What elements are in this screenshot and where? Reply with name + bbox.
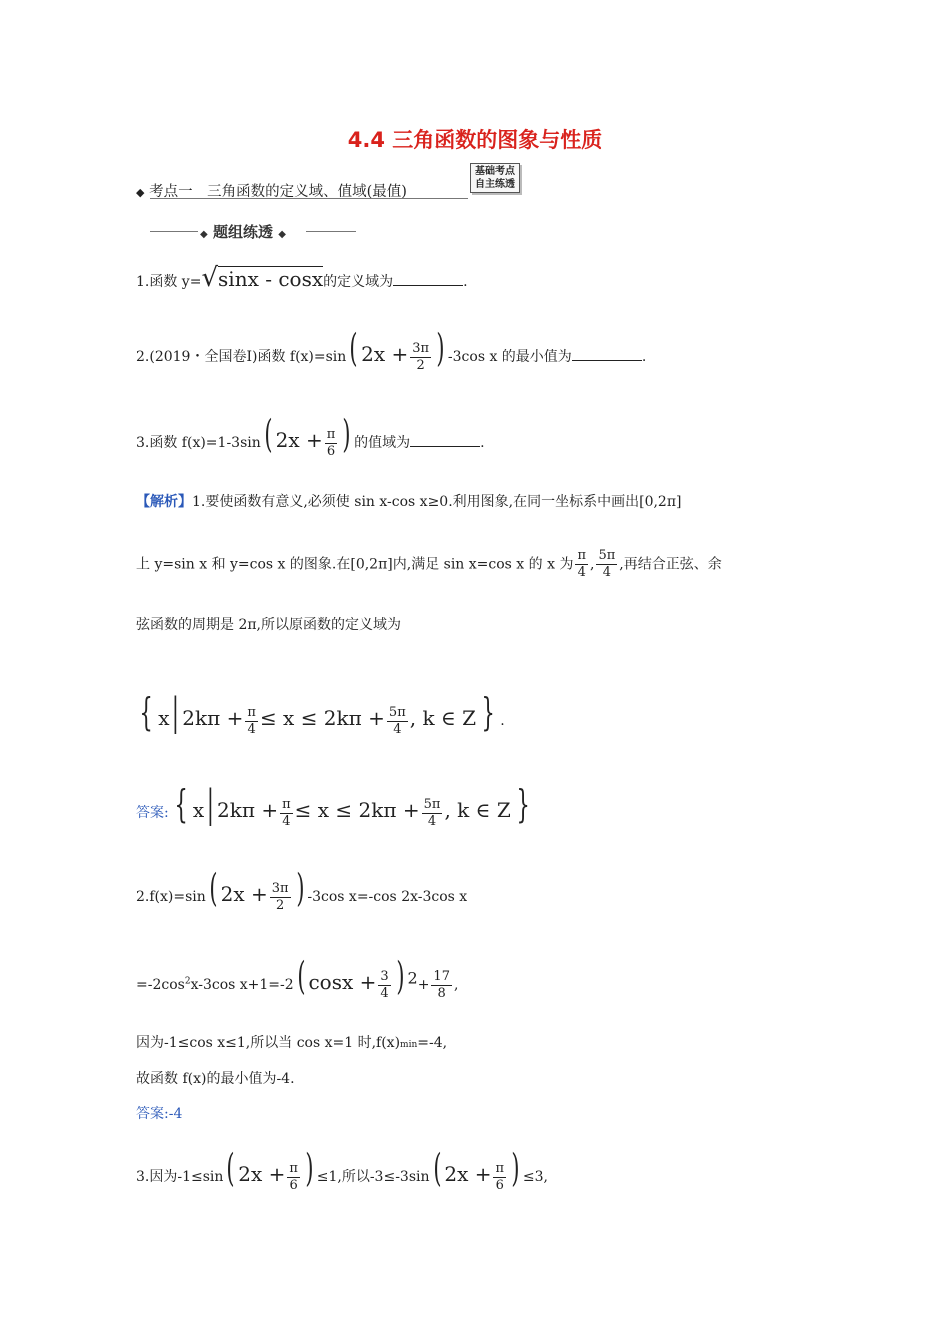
- diamond-icon: ◆: [136, 186, 145, 199]
- group-line-right: [306, 231, 356, 232]
- set-part-c: ≤ x ≤ 2kπ +: [259, 706, 385, 730]
- solution-3-inner: 2x +: [238, 1162, 286, 1186]
- solution-2-suffix: -3cos x=-cos 2x-3cos x: [307, 889, 468, 905]
- solution-2-prefix: 2.f(x)=sin: [136, 889, 206, 905]
- paren-open: (: [264, 412, 273, 456]
- answer-blank-1: [393, 273, 463, 286]
- group-line-left: [150, 231, 198, 232]
- set-part-d: , k ∈ Z: [444, 798, 511, 822]
- solution-1-line-1: [136, 491, 682, 511]
- solution-2-line2-prefix: =-2cos: [136, 977, 185, 993]
- fraction-5pi-4: [596, 548, 617, 581]
- section-heading-text: 考点一 三角函数的定义域、值域(最值): [149, 184, 407, 200]
- group-title-text: 题组练透: [212, 223, 273, 241]
- frac-den: 4: [602, 565, 611, 580]
- page-title: 4.4 三角函数的图象与性质: [347, 128, 603, 152]
- exponent: 2: [407, 968, 418, 988]
- set-bar: |: [172, 690, 180, 734]
- problem-3-suffix: 的值域为: [354, 435, 411, 451]
- sqrt-sign: √: [201, 263, 219, 293]
- paren-close: ): [305, 1146, 314, 1190]
- solution-2-line-4: 故函数 f(x)的最小值为-4.: [136, 1071, 295, 1087]
- group-title: [200, 221, 286, 242]
- paren-open: (: [296, 954, 306, 998]
- frac-num: π: [289, 1160, 298, 1176]
- solution-2-line3b: =-4,: [417, 1035, 448, 1051]
- set-fraction-2: [422, 797, 443, 830]
- set-part-c: ≤ x ≤ 2kπ +: [294, 798, 420, 822]
- answer-2: 答案:-4: [136, 1106, 183, 1122]
- solution-1-text-2b: ,再结合正弦、余: [619, 556, 722, 573]
- problem-2-prefix: 2.(2019・全国卷Ⅰ)函数 f(x)=sin: [136, 349, 347, 365]
- brace-open: {: [139, 690, 153, 734]
- paren-open: (: [209, 866, 218, 910]
- solution-2-line3a: 因为-1≤cos x≤1,所以当 cos x=1 时,f(x): [136, 1035, 401, 1051]
- set-part-b: 2kπ +: [182, 706, 244, 730]
- frac-num: 5π: [423, 796, 441, 812]
- solution-1-text-1: 1.要使函数有意义,必须使 sin x-cos x≥0.利用图象,在同一坐标系中画出[0,2π]: [192, 494, 682, 510]
- answer-label: 答案:: [136, 805, 169, 821]
- set-part-d: , k ∈ Z: [409, 706, 476, 730]
- frac-den: 2: [276, 897, 285, 913]
- problem-3-prefix: 3.函数 f(x)=1-3sin: [136, 435, 261, 451]
- frac-den: 4: [427, 813, 437, 829]
- set-var: x: [192, 798, 205, 822]
- frac-num: 3π: [412, 340, 430, 356]
- solution-1-line-2: 上 y=sin x 和 y=cos x 的图象.在[0,2π]内,满足 sin x=cos x 的 x 为 $\frac{\pi}{4}$ , $\frac{5\pi}{4}$ ,再结合正弦、余: [136, 548, 722, 580]
- paren-open: (: [432, 1146, 442, 1190]
- diamond-right-icon: ◆: [278, 229, 286, 240]
- domain-set-expression: { x| 2kπ + $\frac{\pi}{4}$ ≤ x ≤ 2kπ + $\frac{5\pi}{4}$ , k ∈ Z } .: [139, 690, 505, 737]
- frac-den: 4: [577, 565, 586, 580]
- frac-den: 4: [393, 721, 402, 737]
- paren-close: ): [396, 954, 405, 998]
- frac-den: 4: [282, 813, 291, 829]
- subscript-min: min: [400, 1040, 418, 1050]
- frac-num: 3: [380, 968, 389, 984]
- solution-3: [136, 1146, 548, 1194]
- answer-1: [136, 782, 535, 830]
- problem-2-inner: 2x +: [361, 342, 409, 366]
- badge-line-1: 基础考点: [475, 166, 515, 177]
- solution-1-line-3: 弦函数的周期是 2π,所以原函数的定义域为: [136, 617, 402, 633]
- problem-1-suffix: 的定义域为: [323, 274, 394, 290]
- solution-3-mid: ≤1,所以-3≤-3sin: [316, 1169, 430, 1185]
- solution-3-prefix: 3.因为-1≤sin: [136, 1169, 224, 1185]
- solution-tag: 【解析】: [136, 494, 192, 510]
- solution-1-text-2a: 上 y=sin x 和 y=cos x 的图象.在[0,2π]内,满足 sin x=cos x 的 x 为: [136, 556, 574, 573]
- badge-line-2: 自主练透: [475, 179, 515, 190]
- frac-num: 3π: [271, 880, 289, 896]
- frac-den: 8: [437, 985, 446, 1001]
- frac-den: 2: [416, 357, 425, 373]
- solution-2-line2-mid: x-3cos x+1=-2: [190, 977, 294, 993]
- plus-sign: +: [417, 977, 430, 993]
- solution-3-inner-2: 2x +: [444, 1162, 492, 1186]
- problem-1: 1.函数 y=√sinx - cosx的定义域为 .: [136, 263, 468, 293]
- section-underline: [150, 198, 468, 199]
- solution-2-line-2: $=-2\cos^2x-3\cos$ x+1=-2( cosx + $\frac{3}{4}$ ) 2+ $\frac{17}{8}$ ,: [136, 954, 459, 1001]
- problem-1-prefix: 1.函数 y=: [136, 274, 202, 290]
- fraction-17-8: [431, 969, 452, 1002]
- problem-2: 2.(2019・全国卷Ⅰ)函数 f(x)=sin( 2x + $\frac{3\pi}{2}$ ) -3cos x 的最小值为 .: [136, 326, 647, 373]
- frac-den: 4: [380, 985, 389, 1001]
- brace-close: }: [516, 782, 530, 826]
- paren-close: ): [511, 1146, 520, 1190]
- solution-2-inner: 2x +: [220, 882, 268, 906]
- problem-3-fraction: [325, 427, 338, 460]
- set-fraction-1: [245, 705, 258, 738]
- diamond-left-icon: ◆: [200, 229, 208, 240]
- solution-2-line-3: [136, 1032, 447, 1052]
- paren-close: ): [436, 326, 445, 370]
- solution-2-fraction: [270, 881, 291, 914]
- fraction-3-4: [378, 969, 390, 1002]
- superscript: 2: [184, 976, 191, 987]
- frac-num: π: [247, 704, 256, 720]
- problem-2-fraction: [410, 341, 431, 374]
- answer-blank-3: [410, 434, 480, 447]
- set-bar: |: [207, 782, 215, 826]
- set-var: x: [158, 706, 170, 730]
- solution-3-fraction-2: [493, 1161, 506, 1194]
- brace-open: {: [174, 782, 188, 826]
- set-fraction-2: [387, 705, 408, 738]
- frac-num: 17: [433, 968, 450, 984]
- paren-open: (: [226, 1146, 235, 1190]
- frac-num: 5π: [598, 548, 616, 563]
- solution-2-inner2: cosx +: [308, 970, 377, 994]
- problem-2-suffix: -3cos x 的最小值为: [447, 349, 572, 365]
- frac-num: π: [282, 796, 291, 812]
- problem-3-inner: 2x +: [275, 428, 323, 452]
- frac-num: π: [326, 426, 336, 442]
- paren-close: ): [295, 866, 305, 910]
- solution-3-suffix: ≤3,: [522, 1169, 548, 1185]
- frac-den: 6: [326, 443, 336, 459]
- answer-blank-2: [572, 348, 642, 361]
- frac-den: 4: [247, 721, 256, 737]
- solution-3-fraction-1: [287, 1161, 300, 1194]
- problem-3: 3.函数 f(x)=1-3sin( 2x + $\frac{\pi}{6}$ ) 的值域为 .: [136, 412, 485, 459]
- frac-num: 5π: [388, 704, 406, 720]
- solution-2-line-1: [136, 866, 467, 914]
- frac-den: 6: [495, 1177, 504, 1193]
- frac-num: π: [577, 548, 586, 563]
- paren-open: (: [349, 326, 358, 370]
- set-part-b: 2kπ +: [217, 798, 279, 822]
- brace-close: }: [481, 690, 495, 734]
- section-badge: [470, 163, 520, 193]
- set-fraction-1: [280, 797, 293, 830]
- fraction-pi-4: [575, 548, 588, 581]
- frac-num: π: [495, 1160, 505, 1176]
- paren-close: ): [342, 412, 351, 456]
- frac-den: 6: [289, 1177, 298, 1193]
- problem-1-expression: sinx - cosx: [218, 267, 324, 291]
